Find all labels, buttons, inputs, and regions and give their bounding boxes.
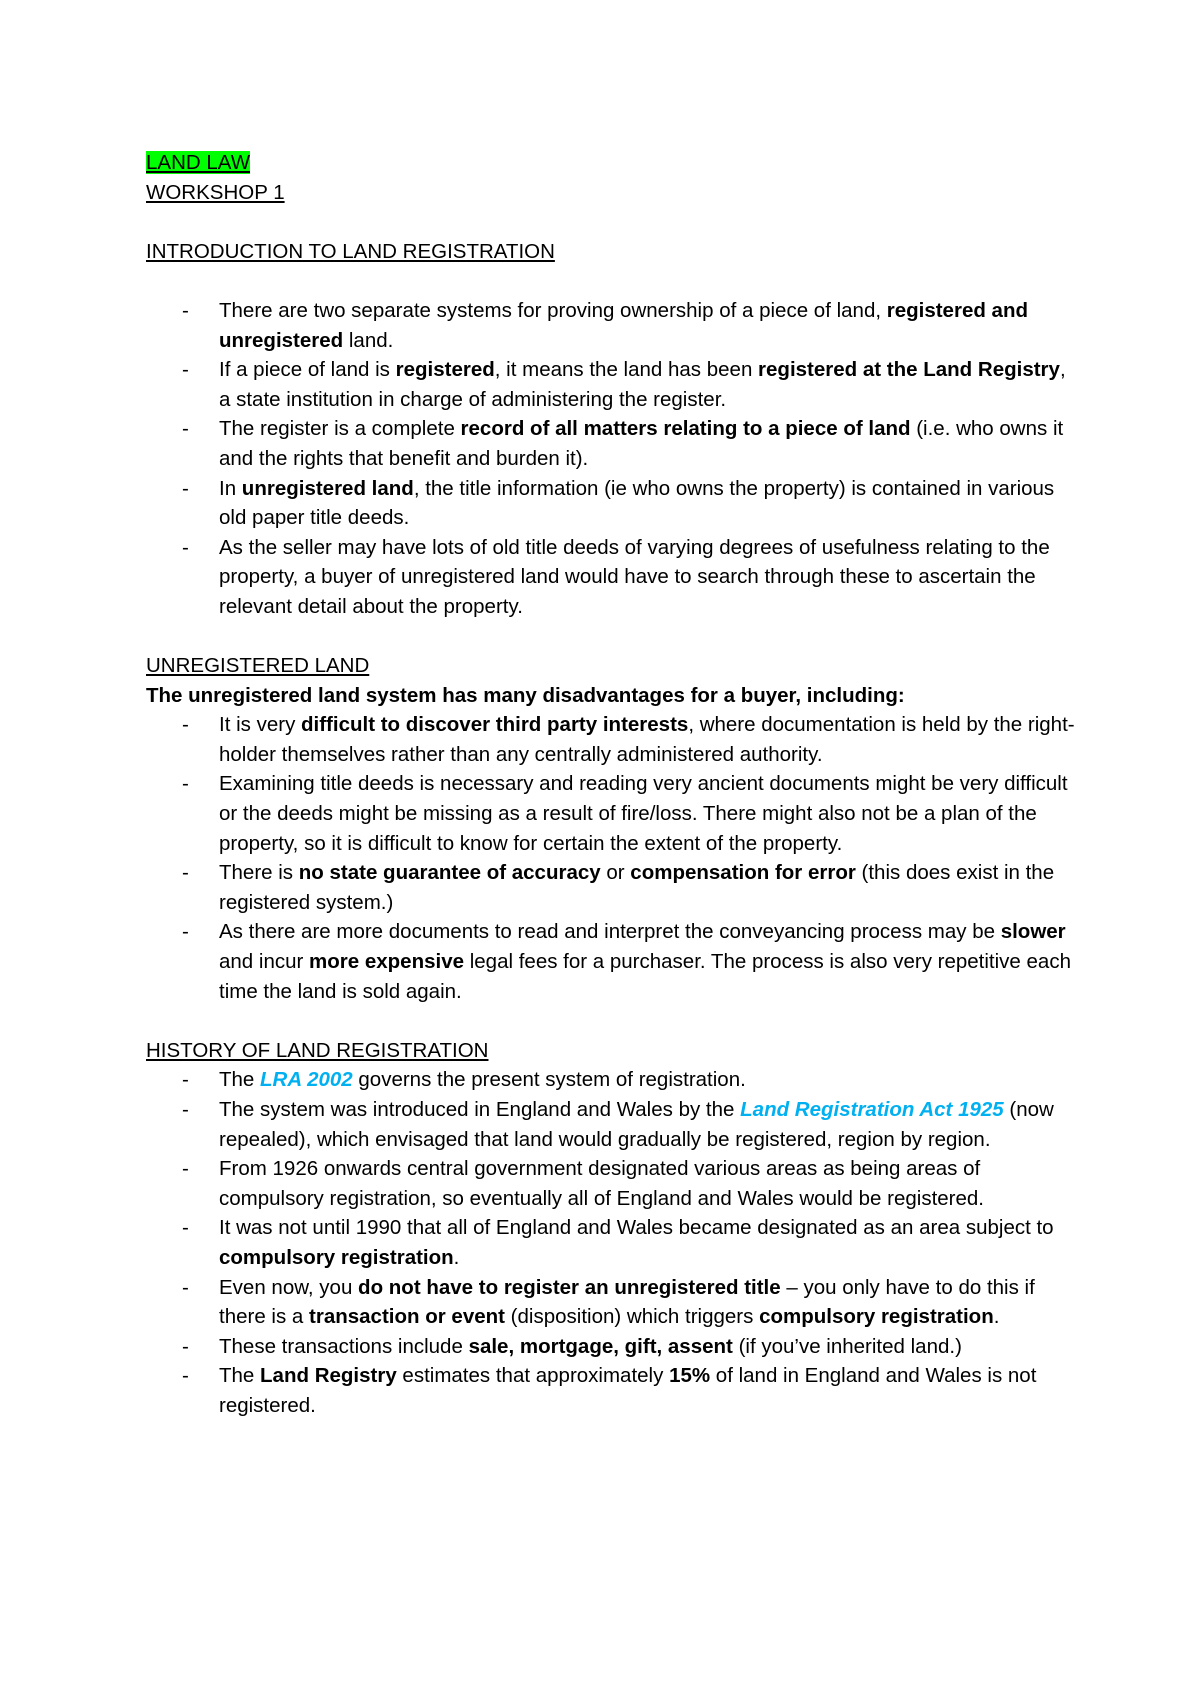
bullet-item bbox=[146, 355, 1076, 414]
bold-term: transaction or event bbox=[309, 1305, 505, 1329]
bullet-item bbox=[146, 769, 1076, 858]
bullet-text: There are two separate systems for proving ownership of a piece of land, bbox=[219, 298, 887, 322]
bold-term: slower bbox=[1000, 920, 1066, 944]
bullet-text: It was not until 1990 that all of England and Wales became designated as an area subject to bbox=[219, 1216, 1054, 1240]
bullet-item bbox=[146, 1213, 1076, 1272]
bullet-text: (disposition) which triggers bbox=[504, 1305, 760, 1329]
bold-term: sale, mortgage, gift, assent bbox=[468, 1334, 733, 1358]
bold-term: difficult to discover third party interests bbox=[301, 713, 689, 737]
section-heading: HISTORY OF LAND REGISTRATION bbox=[146, 1038, 489, 1062]
bullet-text: There is bbox=[219, 861, 299, 885]
bold-term: 15% bbox=[669, 1364, 711, 1388]
section-heading: UNREGISTERED LAND bbox=[146, 654, 370, 678]
bullet-text: estimates that approximately bbox=[396, 1364, 670, 1388]
bullet-text: These transactions include bbox=[219, 1334, 469, 1358]
bullet-text: legal fees for a purchaser. The process is also very repetitive each time the land is sold again. bbox=[219, 950, 1071, 1003]
bullet-text: (if you’ve inherited land.) bbox=[732, 1334, 962, 1358]
bullet-text: (i.e. who owns it and the rights that benefit and burden it). bbox=[219, 417, 1064, 470]
bullet-item bbox=[146, 1361, 1076, 1420]
bullet-item bbox=[146, 1332, 1076, 1362]
bold-term: record of all matters relating to a piece of land bbox=[460, 417, 911, 441]
bullet-item bbox=[146, 474, 1076, 533]
bullet-text: As the seller may have lots of old title deeds of varying degrees of usefulness relating to the property, a buyer of unregistered land would have to search through these to ascertain the relevant detail about the property. bbox=[219, 535, 1050, 618]
bullet-item bbox=[146, 1273, 1076, 1332]
bullet-text: If a piece of land is bbox=[219, 358, 396, 382]
spacer bbox=[146, 266, 1076, 296]
bullet-text: or bbox=[600, 861, 631, 885]
bullet-text: From 1926 onwards central government designated various areas as being areas of compulsory registration, so eventually all of England and Wales would be registered. bbox=[219, 1157, 984, 1210]
bullet-text: Even now, you bbox=[219, 1275, 359, 1299]
bullet-text: and incur bbox=[219, 950, 310, 974]
bullet-list bbox=[146, 296, 1076, 622]
bold-term: compulsory registration bbox=[759, 1305, 994, 1329]
bullet-text: , a state institution in charge of administering the register. bbox=[219, 358, 1066, 411]
statute-reference: LRA 2002 bbox=[260, 1068, 353, 1092]
bullet-list bbox=[146, 1065, 1076, 1420]
doc-title bbox=[146, 148, 1076, 178]
document-page bbox=[146, 148, 1076, 1421]
bold-term: no state guarantee of accuracy bbox=[298, 861, 601, 885]
statute-reference: Land Registration Act 1925 bbox=[740, 1098, 1004, 1121]
bold-term: registered at the Land Registry bbox=[758, 358, 1060, 382]
bullet-item bbox=[146, 710, 1076, 769]
bold-term: do not have to register an unregistered title bbox=[358, 1275, 781, 1299]
bullet-text: , where documentation is held by the right-holder themselves rather than any centrally administered authority. bbox=[219, 713, 1075, 766]
bullet-text: As there are more documents to read and interpret the conveyancing process may be bbox=[219, 920, 1001, 944]
spacer bbox=[146, 622, 1076, 652]
bullet-item bbox=[146, 1065, 1076, 1095]
section-unregistered-land bbox=[146, 651, 1076, 1006]
section-history bbox=[146, 1036, 1076, 1421]
bullet-text: governs the present system of registration. bbox=[352, 1068, 746, 1092]
bullet-item bbox=[146, 296, 1076, 355]
bullet-text: . bbox=[993, 1305, 1000, 1329]
bullet-text: – you only have to do this if there is a bbox=[219, 1275, 1035, 1329]
bullet-text: (this does exist in the registered system.) bbox=[219, 861, 1055, 914]
bold-term: registered and unregistered bbox=[219, 298, 1029, 352]
bullet-text: , it means the land has been bbox=[494, 358, 759, 382]
bullet-item bbox=[146, 414, 1076, 473]
bold-term: unregistered land bbox=[241, 476, 414, 500]
spacer bbox=[146, 1006, 1076, 1036]
section-introduction bbox=[146, 237, 1076, 622]
bullet-text: . bbox=[453, 1245, 460, 1269]
bullet-text: The system was introduced in England and Wales by the bbox=[219, 1098, 741, 1121]
bullet-list bbox=[146, 710, 1076, 1006]
bullet-text: In bbox=[219, 476, 242, 500]
section-lead: The unregistered land system has many disadvantages for a buyer, including: bbox=[146, 683, 905, 707]
bullet-text: The register is a complete bbox=[219, 417, 461, 441]
doc-subtitle: WORKSHOP 1 bbox=[146, 180, 285, 204]
bullet-text: land. bbox=[343, 328, 394, 352]
section-heading: INTRODUCTION TO LAND REGISTRATION bbox=[146, 239, 555, 263]
bold-term: compensation for error bbox=[630, 861, 856, 885]
bullet-text: Examining title deeds is necessary and reading very ancient documents might be very difficult or the deeds might be missing as a result of fire/loss. There might also not be a plan of the property, so it is difficult to know for certain the extent of the property. bbox=[219, 772, 1068, 855]
spacer bbox=[146, 207, 1076, 237]
bullet-text: (now repealed), which envisaged that land would gradually be registered, region by region. bbox=[219, 1098, 1054, 1151]
bullet-item bbox=[146, 858, 1076, 917]
bold-term: more expensive bbox=[309, 950, 465, 974]
bullet-item bbox=[146, 533, 1076, 622]
bullet-text: The bbox=[219, 1364, 261, 1388]
bullet-item bbox=[146, 917, 1076, 1006]
bullet-item bbox=[146, 1154, 1076, 1213]
bold-term: registered bbox=[395, 358, 495, 382]
bold-term: compulsory registration bbox=[219, 1245, 454, 1269]
bullet-text: The bbox=[219, 1068, 261, 1092]
bold-term: Land Registry bbox=[260, 1364, 397, 1388]
bullet-item bbox=[146, 1095, 1076, 1154]
bullet-text: , the title information (ie who owns the property) is contained in various old paper title deeds. bbox=[219, 476, 1055, 530]
bullet-text: It is very bbox=[219, 713, 302, 737]
bullet-text: of land in England and Wales is not registered. bbox=[219, 1364, 1037, 1417]
doc-title-text: LAND LAW bbox=[146, 151, 251, 174]
